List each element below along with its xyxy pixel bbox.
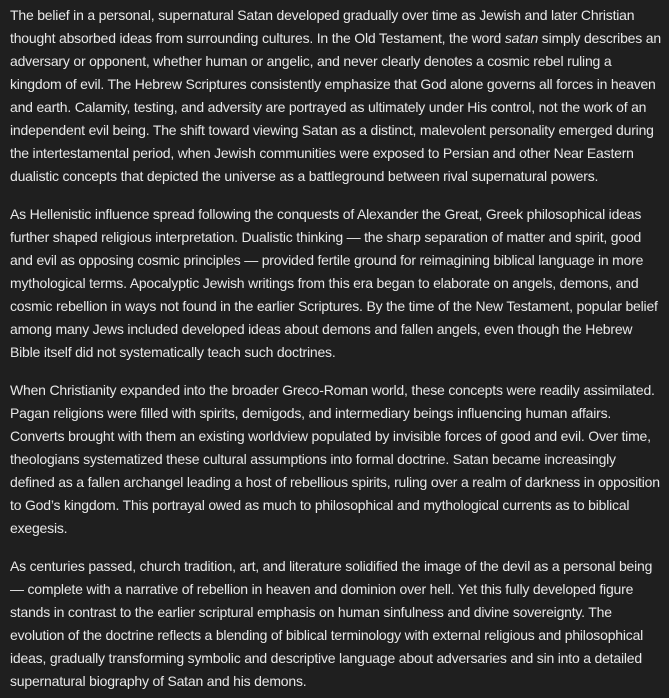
paragraph [10,4,661,188]
paragraph-text: As centuries passed, church tradition, art, and literature solidified the image of the devil as a personal being — complete with a narrative of rebellion in heaven and dominion over hell. Yet this fully developed figure stands in contrast to the earlier scriptural emphasis on human sinfulness and divine sovereignty. The evolution of the doctrine reflects a blending of biblical terminology with external religious and philosophical ideas, gradually transforming symbolic and descriptive language about adversaries and sin into a detailed supernatural biography of Satan and his demons. [10,558,653,689]
paragraph-text: The belief in a personal, supernatural Satan developed gradually over time as Jewish and later Christian thought absorbed ideas from surrounding cultures. In the Old Testament, the word [10,7,635,46]
paragraph [10,379,661,540]
paragraph [10,555,661,693]
paragraph-text: As Hellenistic influence spread following the conquests of Alexander the Great, Greek philosophical ideas further shaped religious interpretation. Dualistic thinking — the sharp separation of matter and spirit, good and evil as opposing cosmic principles — provided fertile ground for reimagining biblical language in more mythological terms. Apocalyptic Jewish writings from this era began to elaborate on angels, demons, and cosmic rebellion in ways not found in the earlier Scriptures. By the time of the New Testament, popular belief among many Jews included developed ideas about demons and fallen angels, even though the Hebrew Bible itself did not systematically teach such doctrines. [10,206,658,360]
italic-term: satan [504,30,539,46]
paragraph-text: When Christianity expanded into the broader Greco-Roman world, these concepts were readily assimilated. Pagan religions were filled with spirits, demigods, and intermediary beings influencing human affairs. Converts brought with them an existing worldview populated by invisible forces of good and evil. Over time, theologians systematized these cultural assumptions into formal doctrine. Satan became increasingly defined as a fallen archangel leading a host of rebellious spirits, ruling over a realm of darkness in opposition to God’s kingdom. This portrayal owed as much to philosophical and mythological currents as to biblical exegesis. [10,382,660,536]
paragraph-text: simply describes an adversary or opponent, whether human or angelic, and never clearly denotes a cosmic rebel ruling a kingdom of evil. The Hebrew Scriptures consistently emphasize that God alone governs all forces in heaven and earth. Calamity, testing, and adversity are portrayed as ultimately under His control, not the work of an independent evil being. The shift toward viewing Satan as a distinct, malevolent personality emerged during the intertestamental period, when Jewish communities were exposed to Persian and other Near Eastern dualistic concepts that depicted the universe as a battleground between rival supernatural powers. [10,30,661,184]
paragraph [10,203,661,364]
